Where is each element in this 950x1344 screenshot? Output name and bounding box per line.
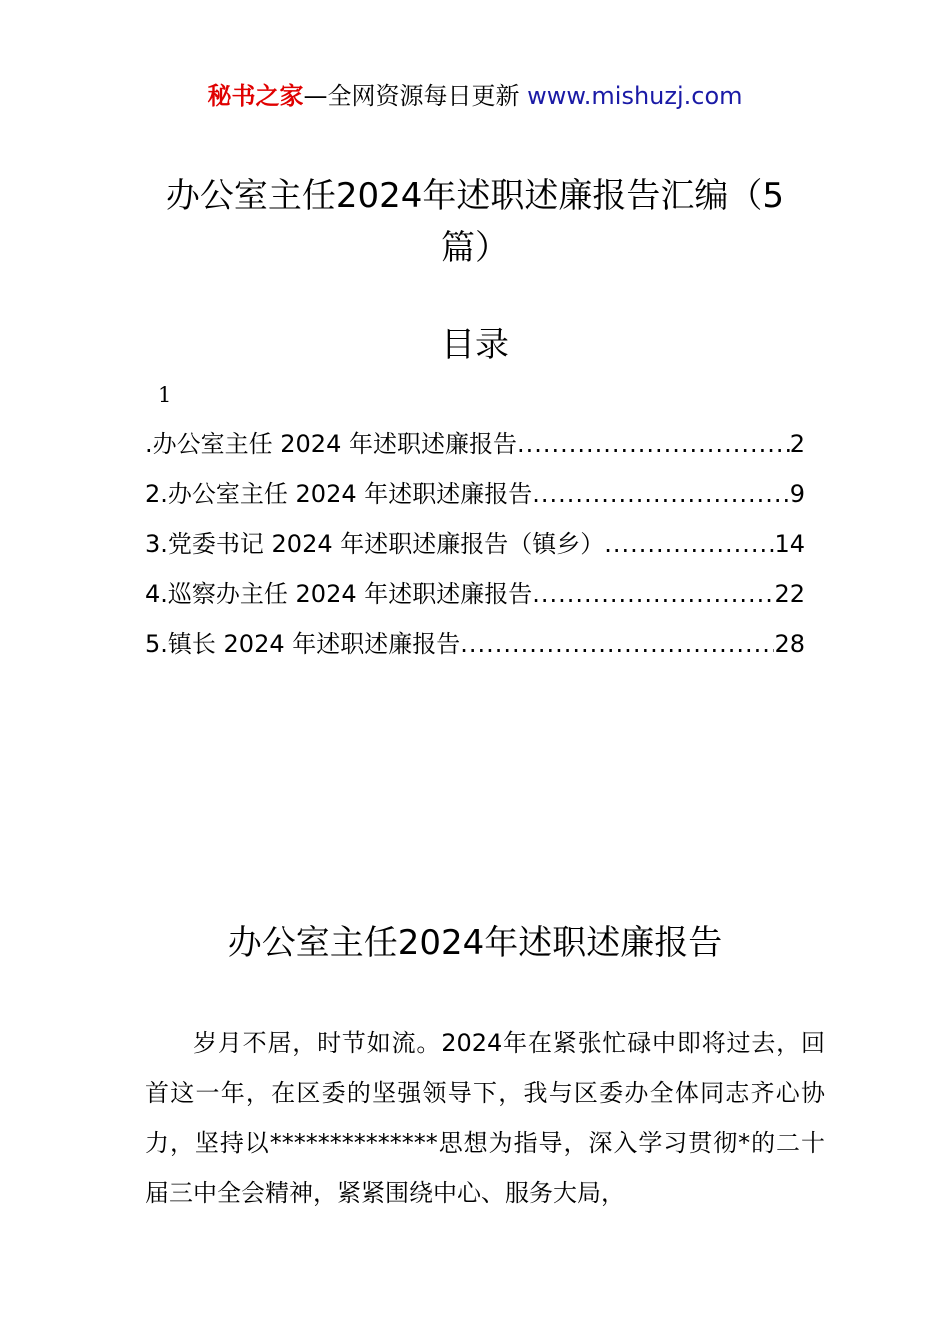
- table-of-contents: [145, 425, 805, 675]
- toc-entry-page: 2: [789, 430, 805, 458]
- toc-heading: 目录: [441, 325, 509, 365]
- toc-entry-label: 4.巡察办主任 2024 年述职述廉报告: [145, 580, 533, 608]
- toc-entry-label: .办公室主任 2024 年述职述廉报告: [145, 430, 517, 458]
- toc-entry-page: 22: [774, 580, 805, 608]
- banner-brand: 秘书之家: [207, 82, 304, 110]
- toc-entry-page: 14: [774, 530, 805, 558]
- toc-dot-leader: [532, 475, 789, 513]
- toc-dot-leader: [532, 575, 774, 613]
- toc-entry-label: 3.党委书记 2024 年述职述廉报告（镇乡）: [145, 530, 605, 558]
- toc-entry[interactable]: [145, 475, 805, 525]
- toc-entry[interactable]: [145, 625, 805, 675]
- toc-entry-page: 9: [789, 480, 805, 508]
- toc-dot-leader: [517, 425, 790, 463]
- site-banner: [0, 80, 950, 112]
- toc-dot-leader: [460, 625, 774, 663]
- body-paragraph: 岁月不居，时节如流。2024年在紧张忙碌中即将过去，回首这一年，在区委的坚强领导下，我与区委办全体同志齐心协力，坚持以**************思想为指导，深入学习贯彻*的二十届三中全会精神，紧紧围绕中心、服务大局，: [145, 1029, 825, 1207]
- banner-url[interactable]: www.mishuzj.com: [527, 82, 743, 110]
- section-title: 办公室主任2024年述职述廉报告: [227, 923, 723, 963]
- banner-tagline: —全网资源每日更新: [303, 82, 520, 110]
- toc-entry[interactable]: [145, 525, 805, 575]
- toc-dot-leader: [604, 525, 774, 563]
- toc-marker: 1: [158, 383, 172, 407]
- toc-entry-label: 2.办公室主任 2024 年述职述廉报告: [145, 480, 533, 508]
- toc-entry[interactable]: [145, 575, 805, 625]
- toc-entry[interactable]: [145, 425, 805, 475]
- toc-entry-page: 28: [774, 630, 805, 658]
- document-title: 办公室主任2024年述职述廉报告汇编（5篇）: [165, 176, 785, 268]
- toc-entry-label: 5.镇长 2024 年述职述廉报告: [145, 630, 461, 658]
